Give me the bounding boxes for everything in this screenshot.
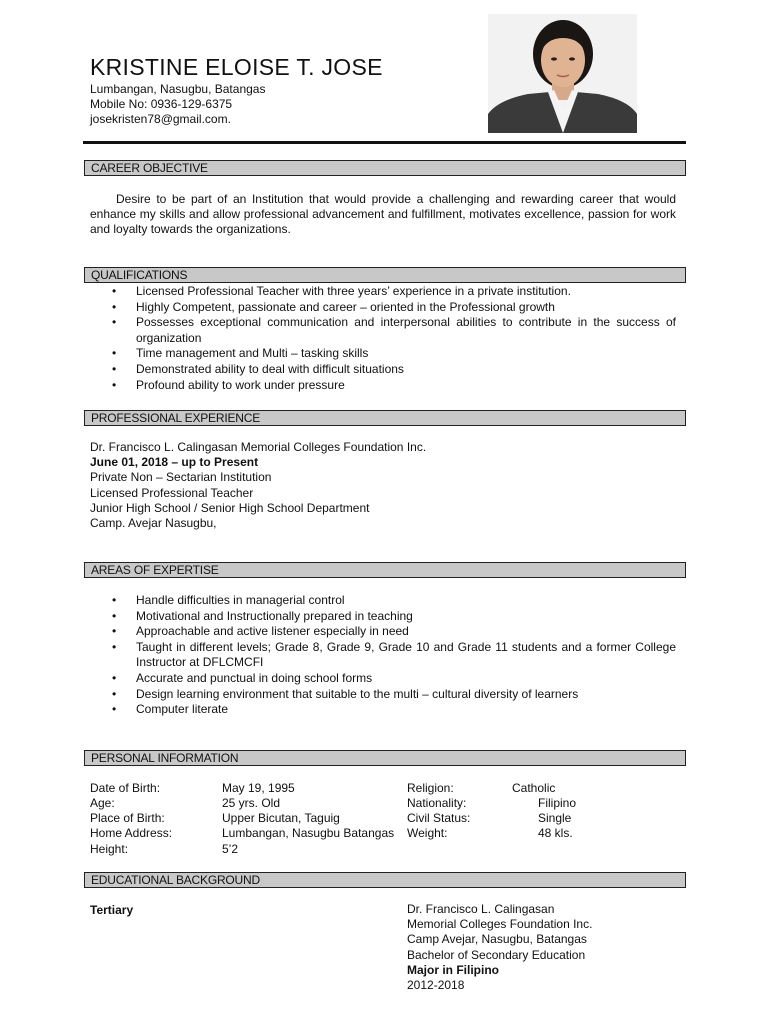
section-personal-information bbox=[84, 750, 686, 766]
dob-value: May 19, 1995 bbox=[222, 781, 295, 795]
section-title: QUALIFICATIONS bbox=[91, 268, 188, 282]
list-item: • Accurate and punctual in doing school forms bbox=[90, 671, 676, 687]
mobile-text: Mobile No: 0936-129-6375 bbox=[90, 97, 233, 111]
job-title: Licensed Professional Teacher bbox=[90, 485, 254, 500]
contact-block bbox=[90, 82, 265, 127]
section-title: PERSONAL INFORMATION bbox=[91, 751, 239, 765]
nationality-label: Nationality: bbox=[407, 796, 467, 810]
weight-label: Weight: bbox=[407, 826, 448, 840]
list-item: • Taught in different levels; Grade 8, Grade 9, Grade 10 and Grade 11 students and a former College Instructor at DFLCMCFI bbox=[90, 640, 676, 671]
section-career-objective bbox=[84, 160, 686, 176]
list-item: • Approachable and active listener especially in need bbox=[90, 624, 676, 640]
qualifications-list bbox=[90, 284, 676, 393]
section-title: PROFESSIONAL EXPERIENCE bbox=[91, 411, 261, 425]
section-educational-background bbox=[84, 872, 686, 888]
weight-value: 48 kls. bbox=[538, 826, 573, 840]
religion-value: Catholic bbox=[512, 781, 556, 795]
expertise-list bbox=[90, 593, 676, 718]
applicant-name: KRISTINE ELOISE T. JOSE bbox=[90, 54, 383, 80]
dob-label: Date of Birth: bbox=[90, 781, 161, 795]
section-title: EDUCATIONAL BACKGROUND bbox=[91, 873, 260, 887]
age-label: Age: bbox=[90, 796, 115, 810]
school-address: Camp Avejar, Nasugbu, Batangas bbox=[407, 932, 587, 947]
civil-status-label: Civil Status: bbox=[407, 811, 471, 825]
location-text: Camp. Avejar Nasugbu, bbox=[90, 516, 217, 531]
education-level: Tertiary bbox=[90, 903, 134, 917]
nationality-value: Filipino bbox=[538, 796, 577, 810]
email-text: josekristen78@gmail.com. bbox=[90, 112, 231, 126]
list-item: • Licensed Professional Teacher with three years’ experience in a private institution. bbox=[90, 284, 676, 300]
list-item: • Handle difficulties in managerial control bbox=[90, 593, 676, 609]
height-value: 5’2 bbox=[222, 842, 239, 856]
employer-text: Dr. Francisco L. Calingasan Memorial Colleges Foundation Inc. bbox=[90, 440, 427, 454]
religion-label: Religion: bbox=[407, 781, 454, 795]
list-item: • Computer literate bbox=[90, 702, 676, 718]
degree-text: Bachelor of Secondary Education bbox=[407, 947, 586, 962]
address-text: Lumbangan, Nasugbu, Batangas bbox=[90, 82, 266, 96]
list-item: • Demonstrated ability to deal with difficult situations bbox=[90, 362, 676, 378]
pob-label: Place of Birth: bbox=[90, 811, 165, 825]
section-areas-of-expertise bbox=[84, 562, 686, 578]
list-item: • Profound ability to work under pressure bbox=[90, 378, 676, 394]
section-professional-experience bbox=[84, 410, 686, 426]
profile-photo bbox=[488, 14, 637, 133]
pob-value: Upper Bicutan, Taguig bbox=[222, 811, 340, 825]
height-label: Height: bbox=[90, 842, 129, 856]
school-years: 2012-2018 bbox=[407, 978, 465, 993]
school-name-line2: Memorial Colleges Foundation Inc. bbox=[407, 917, 593, 932]
header-divider bbox=[83, 141, 686, 144]
section-title: CAREER OBJECTIVE bbox=[91, 161, 208, 175]
employment-dates: June 01, 2018 – up to Present bbox=[90, 455, 259, 470]
civil-status-value: Single bbox=[538, 811, 572, 825]
objective-text: Desire to be part of an Institution that would provide a challenging and rewarding career that would enhance my skills and allow professional advancement and fulfillment, motivates excellence, passion for work and loyalty towards the organizations. bbox=[90, 192, 676, 236]
school-name-line1: Dr. Francisco L. Calingasan bbox=[407, 902, 555, 916]
home-address-value: Lumbangan, Nasugbu Batangas bbox=[222, 826, 395, 840]
experience-block bbox=[90, 440, 426, 531]
home-address-label: Home Address: bbox=[90, 826, 173, 840]
list-item: • Design learning environment that suitable to the multi – cultural diversity of learners bbox=[90, 687, 676, 703]
education-block bbox=[407, 902, 592, 993]
list-item: • Highly Competent, passionate and career – oriented in the Professional growth bbox=[90, 300, 676, 316]
department-text: Junior High School / Senior High School Department bbox=[90, 500, 370, 515]
section-title: AREAS OF EXPERTISE bbox=[91, 563, 219, 577]
major-text: Major in Filipino bbox=[407, 962, 499, 977]
list-item: • Possesses exceptional communication and interpersonal abilities to contribute in the success of organization bbox=[90, 315, 676, 346]
institution-type: Private Non – Sectarian Institution bbox=[90, 470, 272, 485]
list-item: • Motivational and Instructionally prepared in teaching bbox=[90, 609, 676, 625]
section-qualifications bbox=[84, 267, 686, 283]
list-item: • Time management and Multi – tasking skills bbox=[90, 346, 676, 362]
age-value: 25 yrs. Old bbox=[222, 796, 281, 810]
